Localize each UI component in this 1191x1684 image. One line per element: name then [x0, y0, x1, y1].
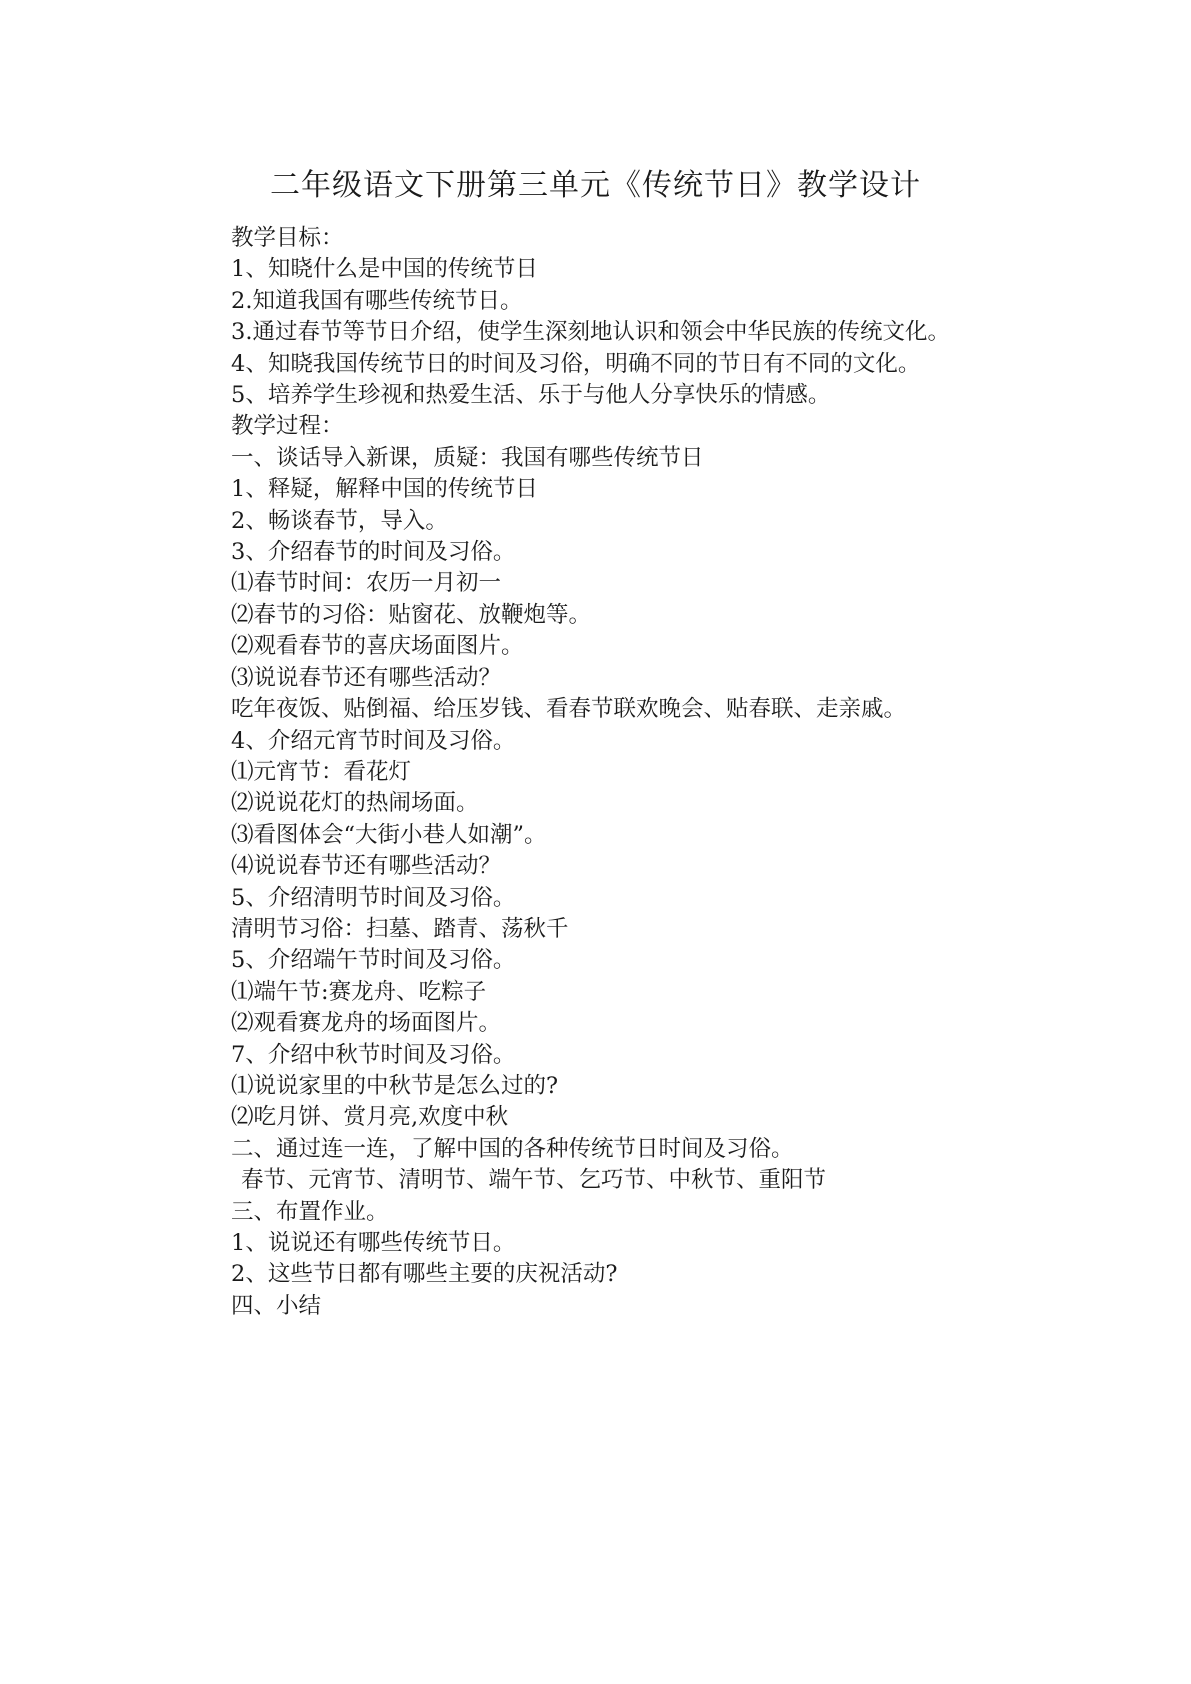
process-subitem: ⑵观看春节的喜庆场面图片。 — [231, 633, 524, 660]
process-subitem: ⑴春节时间：农历一月初一 — [231, 570, 502, 597]
process-text: 清明节习俗：扫墓、踏青、荡秋千 — [231, 915, 569, 942]
process-subitem: ⑵观看赛龙舟的场面图片。 — [231, 1010, 502, 1037]
process-heading: 二、通过连一连，了解中国的各种传统节日时间及习俗。 — [231, 1135, 794, 1162]
process-heading: 三、布置作业。 — [231, 1198, 389, 1225]
process-subitem: ⑷说说春节还有哪些活动？ — [231, 853, 502, 880]
section-heading-objectives: 教学目标： — [231, 225, 344, 251]
document-body — [231, 223, 1111, 1322]
objective-item: 4、知晓我国传统节日的时间及习俗，明确不同的节日有不同的文化。 — [231, 350, 921, 377]
section-heading-process: 教学过程： — [231, 413, 344, 440]
process-item: 3、介绍春节的时间及习俗。 — [231, 539, 516, 566]
objective-item: 2.知道我国有哪些传统节日。 — [231, 287, 523, 314]
process-subitem: ⑴说说家里的中秋节是怎么过的? — [231, 1072, 559, 1099]
process-subitem: ⑵吃月饼、赏月亮,欢度中秋 — [231, 1104, 509, 1131]
document-title: 二年级语文下册第三单元《传统节日》教学设计 — [270, 168, 921, 203]
festival-list: 春节、元宵节、清明节、端午节、乞巧节、中秋节、重阳节 — [241, 1167, 827, 1194]
process-item: 1、释疑，解释中国的传统节日 — [231, 476, 538, 503]
homework-item: 1、说说还有哪些传统节日。 — [231, 1230, 516, 1256]
process-item: 5、介绍端午节时间及习俗。 — [231, 947, 516, 974]
process-subitem: ⑶说说春节还有哪些活动？ — [231, 664, 502, 691]
homework-item: 2、这些节日都有哪些主要的庆祝活动? — [231, 1261, 618, 1288]
process-subitem: ⑴元宵节：看花灯 — [231, 758, 412, 785]
process-heading: 一、谈话导入新课，质疑：我国有哪些传统节日 — [231, 444, 704, 471]
process-item: 4、介绍元宵节时间及习俗。 — [231, 727, 516, 754]
process-item: 7、介绍中秋节时间及习俗。 — [231, 1041, 516, 1068]
process-subitem: ⑵说说花灯的热闹场面。 — [231, 790, 479, 817]
process-item: 2、畅谈春节，导入。 — [231, 507, 448, 534]
objective-item: 5、培养学生珍视和热爱生活、乐于与他人分享快乐的情感。 — [231, 382, 831, 409]
process-text: 吃年夜饭、贴倒福、给压岁钱、看春节联欢晚会、贴春联、走亲戚。 — [231, 696, 907, 723]
process-item: 5、介绍清明节时间及习俗。 — [231, 884, 516, 911]
process-subitem: ⑴端午节:赛龙舟、吃粽子 — [231, 978, 487, 1005]
process-subitem: ⑶看图体会“大街小巷人如潮”。 — [231, 821, 547, 848]
objective-item: 3.通过春节等节日介绍，使学生深刻地认识和领会中华民族的传统文化。 — [231, 319, 950, 346]
process-subitem: ⑵春节的习俗：贴窗花、放鞭炮等。 — [231, 601, 592, 628]
process-heading: 四、小结 — [231, 1292, 322, 1319]
objective-item: 1、知晓什么是中国的传统节日 — [231, 256, 538, 283]
